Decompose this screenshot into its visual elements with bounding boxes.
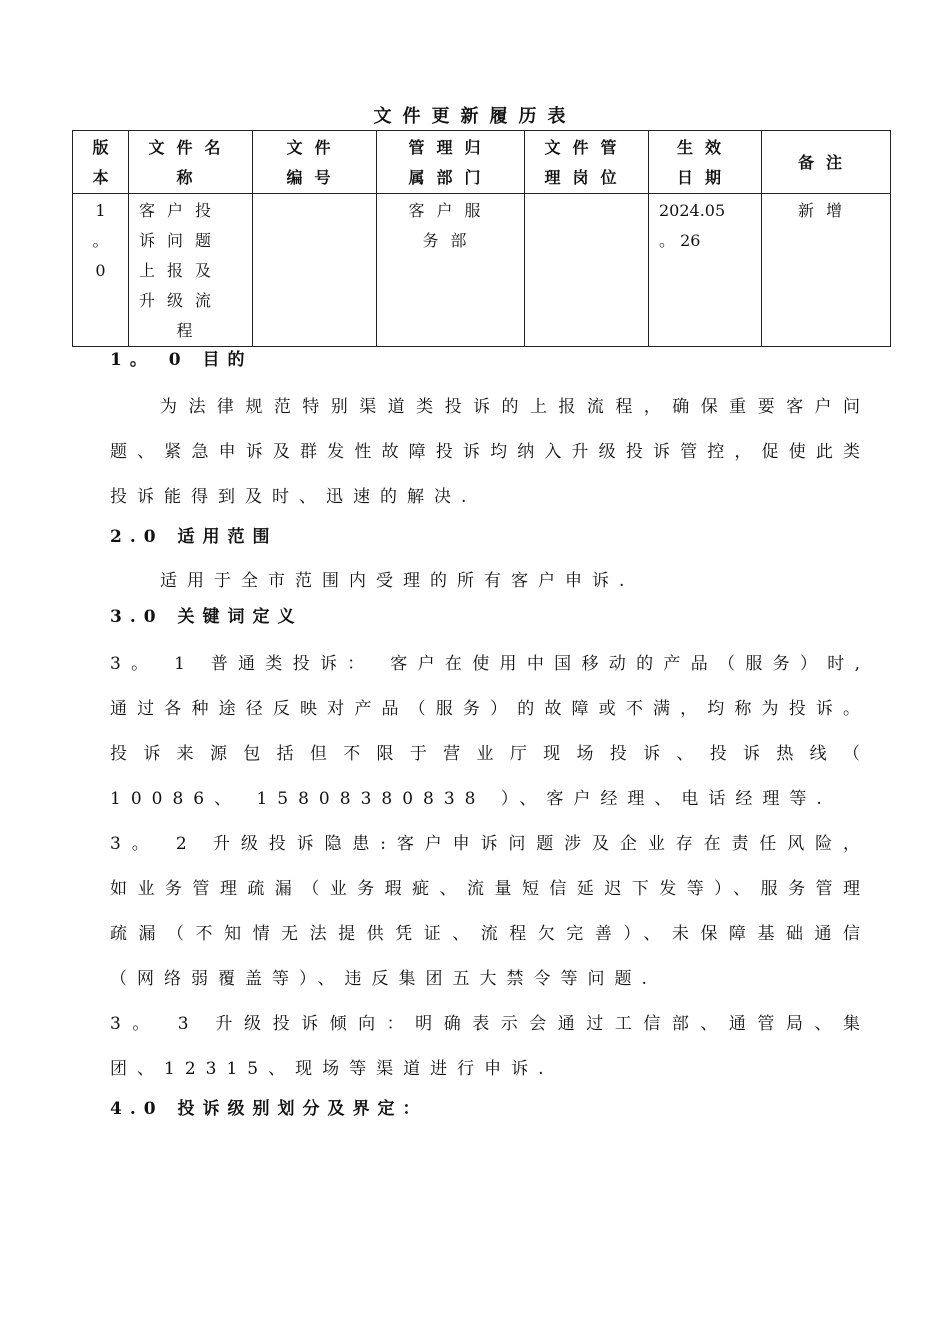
header-version: 版 本: [73, 131, 129, 194]
section-2-heading: 2.0 适用范围: [110, 527, 278, 547]
cell-post: [525, 194, 649, 347]
section-1-heading: 1。 0 目的: [110, 350, 253, 370]
header-effective-date: 生效 日期: [649, 131, 762, 194]
table-header-row: [73, 131, 891, 194]
section-3-1-text: 3。 1 普通类投诉： 客户在使用中国移动的产品（服务）时,通过各种途径反映对产品（服务）的故障或不满，均称为投诉。投诉来源包括但不限于营业厅现场投诉、投诉热线（ 10086、 15808380838 ）、客户经理、电话经理等.: [110, 654, 870, 809]
header-file-number: 文件 编号: [253, 131, 377, 194]
revision-history-table: [72, 130, 891, 347]
cell-file-number: [253, 194, 377, 347]
header-note: 备注: [762, 131, 891, 194]
document-title: 文件更新履历表: [373, 106, 577, 127]
cell-note: 新增: [762, 194, 891, 347]
cell-file-name: 客户投 诉问题 上报及 升级流 程: [129, 194, 253, 347]
header-file-name: 文件名 称: [129, 131, 253, 194]
section-3-2-text: 3。 2 升级投诉隐患:客户申诉问题涉及企业存在责任风险，如业务管理疏漏（业务瑕疵、流量短信延迟下发等）、服务管理疏漏（不知情无法提供凭证、流程欠完善）、未保障基础通信（网络弱覆盖等）、违反集团五大禁令等问题.: [110, 834, 870, 989]
section-3-heading: 3.0 关键词定义: [110, 607, 303, 627]
section-1-text: 为法律规范特别渠道类投诉的上报流程，确保重要客户问题、紧急申诉及群发性故障投诉均纳入升级投诉管控，促使此类投诉能得到及时、迅速的解决.: [110, 397, 870, 507]
table-row: [73, 194, 891, 347]
section-4-heading: 4.0 投诉级别划分及界定：: [110, 1099, 428, 1119]
section-2-text: 适用于全市范围内受理的所有客户申诉.: [160, 571, 635, 591]
document-body: [110, 345, 870, 1134]
cell-version: 1 。 0: [73, 194, 129, 347]
section-3-3-text: 3。 3 升级投诉倾向：明确表示会通过工信部、通管局、集团、12315、现场等渠道进行申诉.: [110, 1014, 870, 1079]
cell-department: 客户服 务部: [377, 194, 525, 347]
cell-effective-date: 2024.05 。 26: [649, 194, 762, 347]
header-department: 管理归 属部门: [377, 131, 525, 194]
header-post: 文件管 理岗位: [525, 131, 649, 194]
